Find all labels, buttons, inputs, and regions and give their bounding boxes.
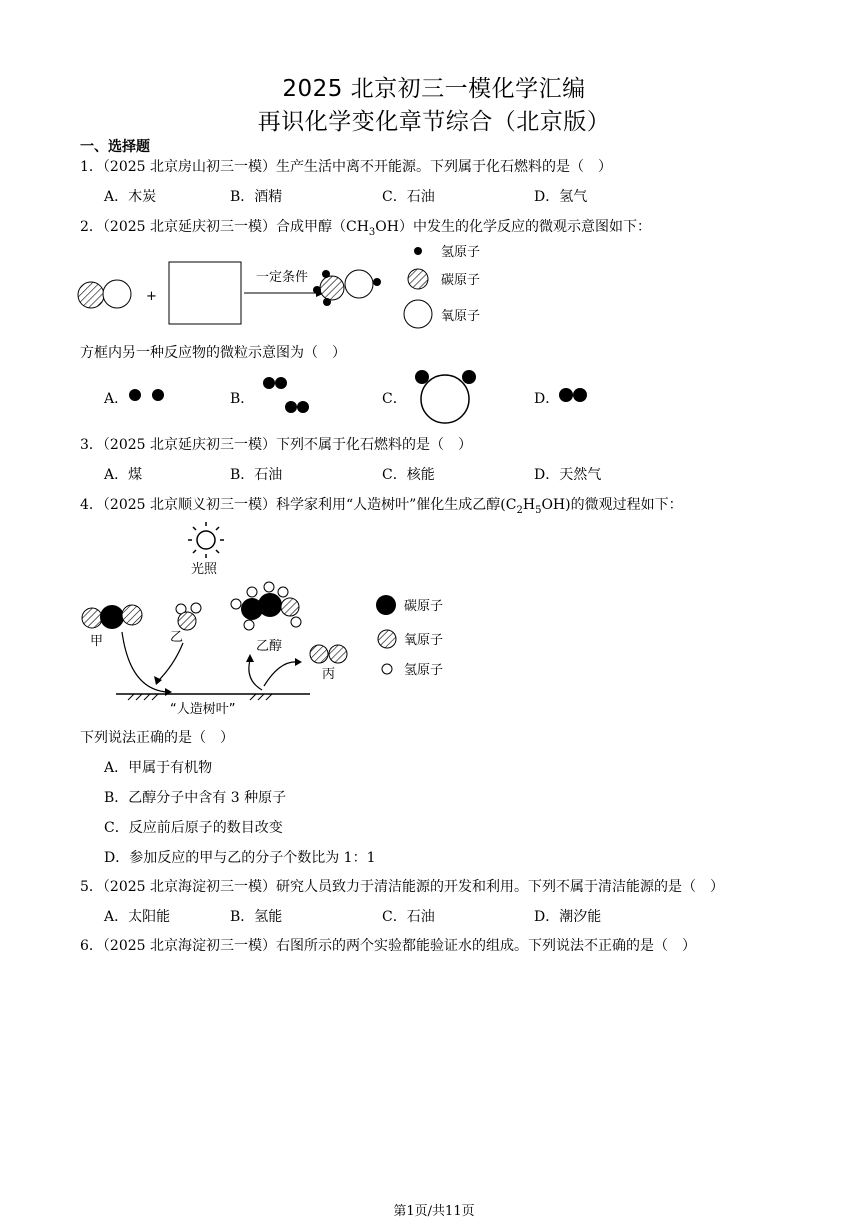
q4-option-b[interactable]: B．乙醇分子中含有 3 种原子 [104, 790, 287, 806]
q4-question: 下列说法正确的是（ ） [80, 730, 234, 746]
q4-option-a[interactable]: A．甲属于有机物 [104, 760, 213, 776]
q2-stem: 2．（2025 北京延庆初三一模）合成甲醇$(CH_3OH)$中发生的化学反应的微观示意图如下： [80, 219, 651, 238]
q1-option-b[interactable]: B．酒精 [230, 189, 283, 205]
q5-option-c[interactable]: C．石油 [382, 909, 435, 925]
q3-option-c[interactable]: C．核能 [382, 467, 435, 483]
legend-hydrogen-label: 氢原子 [404, 663, 444, 678]
document-title: 2025 北京初三一模化学汇编 [282, 76, 586, 102]
q4-option-d[interactable]: D．参加反应的甲与乙的分子个数比为 1：1 [104, 850, 376, 866]
q5-option-b[interactable]: B．氢能 [230, 909, 283, 925]
legend-carbon-label: 碳原子 [404, 599, 444, 614]
q2-plus-sign: + [146, 289, 157, 304]
q2-option-a[interactable]: A． [104, 391, 129, 407]
legend-oxygen-label: 氧原子 [404, 633, 444, 648]
sun-icon [188, 522, 224, 558]
legend-oxygen-label: 氧原子 [441, 309, 481, 324]
q3-option-d[interactable]: D．天然气 [534, 467, 602, 483]
legend-carbon-label: 碳原子 [441, 273, 481, 288]
legend-hydrogen-label: 氢原子 [441, 245, 481, 260]
q3-option-b[interactable]: B．石油 [230, 467, 283, 483]
q6-stem: 6．（2025 北京海淀初三一模）右图所示的两个实验都能验证水的组成。下列说法不正确的是（ ） [80, 938, 696, 954]
legend-oxygen-symbol [378, 630, 396, 648]
q2-option-d[interactable]: D． [534, 391, 560, 407]
page-footer: 第1页/共11页 [393, 1204, 475, 1219]
label-jia: 甲 [90, 634, 104, 649]
q5-option-a[interactable]: A．太阳能 [104, 909, 171, 925]
q2-option-b[interactable]: B． [230, 391, 255, 407]
document-subtitle: 再识化学变化章节综合（北京版） [257, 109, 611, 135]
q3-stem: 3．（2025 北京延庆初三一模）下列不属于化石燃料的是（ ） [80, 437, 472, 453]
q1-option-c[interactable]: C．石油 [382, 189, 435, 205]
q1-stem: 1．（2025 北京房山初三一模）生产生活中离不开能源。下列属于化石燃料的是（ ） [80, 159, 612, 175]
q2-option-c[interactable]: C． [382, 391, 407, 407]
section-heading: 一、选择题 [80, 139, 150, 155]
q4-stem: 4．（2025 北京顺义初三一模）科学家利用“人造树叶”催化生成乙醇$(C_2H_5OH)$的微观过程如下： [80, 497, 683, 516]
q2-arrow-label: 一定条件 [256, 270, 309, 285]
label-ethanol: 乙醇 [256, 639, 283, 654]
q2-question: 方框内另一种反应物的微粒示意图为（ ） [80, 345, 346, 361]
sun-label: 光照 [191, 562, 218, 577]
q5-option-d[interactable]: D．潮汐能 [534, 909, 602, 925]
q3-option-a[interactable]: A．煤 [104, 467, 143, 483]
label-bing: 丙 [322, 667, 336, 682]
q5-stem: 5．（2025 北京海淀初三一模）研究人员致力于清洁能源的开发和利用。下列不属于清洁能源的是（ ） [80, 879, 724, 895]
legend-carbon-symbol [376, 595, 396, 615]
label-yi: 乙 [170, 630, 184, 645]
q4-option-c[interactable]: C．反应前后原子的数目改变 [104, 820, 283, 836]
q1-option-d[interactable]: D．氢气 [534, 189, 588, 205]
legend-hydrogen-symbol [382, 664, 392, 674]
artificial-leaf-label: “人造树叶” [170, 702, 236, 717]
q1-option-a[interactable]: A．木炭 [104, 189, 157, 205]
